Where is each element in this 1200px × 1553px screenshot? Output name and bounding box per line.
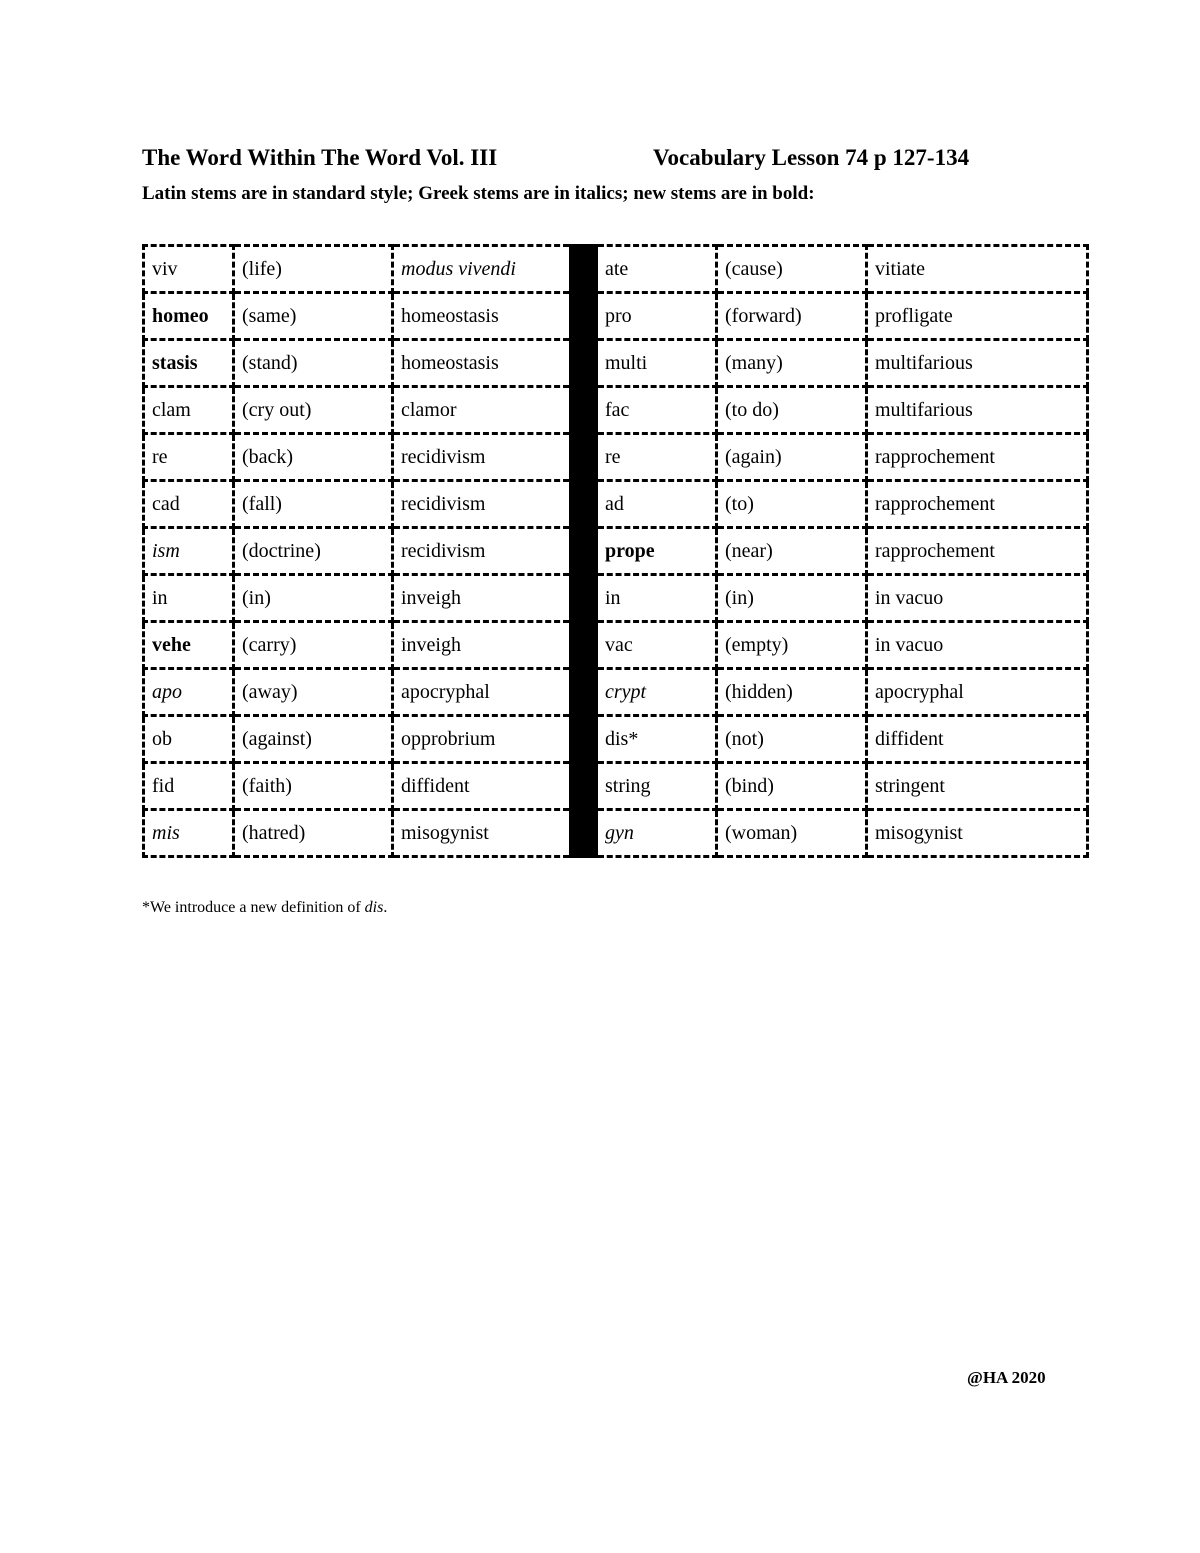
stem-cell: string: [597, 763, 717, 810]
example-word-cell: rapprochement: [867, 434, 1088, 481]
stem-cell: prope: [597, 528, 717, 575]
stem-cell: vac: [597, 622, 717, 669]
example-word-cell: homeostasis: [393, 293, 571, 340]
stem-cell: vehe: [144, 622, 234, 669]
stem-cell: re: [597, 434, 717, 481]
table-row: [144, 528, 1088, 575]
example-word-cell: diffident: [393, 763, 571, 810]
example-word-cell: inveigh: [393, 575, 571, 622]
meaning-cell: (against): [234, 716, 393, 763]
meaning-cell: (to): [717, 481, 867, 528]
stem-cell: re: [144, 434, 234, 481]
meaning-cell: (hidden): [717, 669, 867, 716]
stem-cell: crypt: [597, 669, 717, 716]
example-word-cell: recidivism: [393, 434, 571, 481]
meaning-cell: (near): [717, 528, 867, 575]
example-word-cell: rapprochement: [867, 481, 1088, 528]
example-word-cell: in vacuo: [867, 575, 1088, 622]
meaning-cell: (stand): [234, 340, 393, 387]
example-word-cell: inveigh: [393, 622, 571, 669]
table-row: [144, 763, 1088, 810]
meaning-cell: (empty): [717, 622, 867, 669]
meaning-cell: (cause): [717, 246, 867, 293]
stem-cell: ad: [597, 481, 717, 528]
table-row: [144, 293, 1088, 340]
stem-cell: ate: [597, 246, 717, 293]
stem-cell: ob: [144, 716, 234, 763]
stem-cell: dis*: [597, 716, 717, 763]
stem-cell: homeo: [144, 293, 234, 340]
example-word-cell: apocryphal: [867, 669, 1088, 716]
example-word-cell: apocryphal: [393, 669, 571, 716]
stem-cell: viv: [144, 246, 234, 293]
copyright-notice: @HA 2020: [967, 1368, 1046, 1387]
meaning-cell: (cry out): [234, 387, 393, 434]
meaning-cell: (in): [234, 575, 393, 622]
meaning-cell: (hatred): [234, 810, 393, 857]
example-word-cell: vitiate: [867, 246, 1088, 293]
example-word-cell: recidivism: [393, 528, 571, 575]
footnote: [142, 899, 387, 917]
stem-cell: mis: [144, 810, 234, 857]
example-word-cell: multifarious: [867, 340, 1088, 387]
footnote-text: *We introduce a new definition of: [142, 899, 365, 916]
meaning-cell: (in): [717, 575, 867, 622]
table-row: [144, 481, 1088, 528]
stem-cell: cad: [144, 481, 234, 528]
stem-cell: gyn: [597, 810, 717, 857]
meaning-cell: (woman): [717, 810, 867, 857]
meaning-cell: (life): [234, 246, 393, 293]
meaning-cell: (same): [234, 293, 393, 340]
column-divider: [571, 246, 597, 857]
meaning-cell: (back): [234, 434, 393, 481]
example-word-cell: recidivism: [393, 481, 571, 528]
stem-cell: fac: [597, 387, 717, 434]
meaning-cell: (many): [717, 340, 867, 387]
example-word-cell: in vacuo: [867, 622, 1088, 669]
footnote-term: dis: [364, 899, 384, 916]
table-row: [144, 246, 1088, 293]
stem-cell: in: [144, 575, 234, 622]
stem-cell: fid: [144, 763, 234, 810]
meaning-cell: (fall): [234, 481, 393, 528]
example-word-cell: diffident: [867, 716, 1088, 763]
table-row: [144, 387, 1088, 434]
meaning-cell: (to do): [717, 387, 867, 434]
example-word-cell: multifarious: [867, 387, 1088, 434]
meaning-cell: (again): [717, 434, 867, 481]
example-word-cell: stringent: [867, 763, 1088, 810]
stem-cell: stasis: [144, 340, 234, 387]
example-word-cell: modus vivendi: [393, 246, 571, 293]
meaning-cell: (faith): [234, 763, 393, 810]
stem-cell: in: [597, 575, 717, 622]
example-word-cell: opprobrium: [393, 716, 571, 763]
example-word-cell: misogynist: [867, 810, 1088, 857]
legend-subtitle: Latin stems are in standard style; Greek stems are in italics; new stems are in bold:: [142, 183, 815, 204]
stem-cell: ism: [144, 528, 234, 575]
table-row: [144, 669, 1088, 716]
example-word-cell: clamor: [393, 387, 571, 434]
meaning-cell: (doctrine): [234, 528, 393, 575]
stem-cell: pro: [597, 293, 717, 340]
example-word-cell: rapprochement: [867, 528, 1088, 575]
meaning-cell: (bind): [717, 763, 867, 810]
meaning-cell: (not): [717, 716, 867, 763]
table-row: [144, 575, 1088, 622]
example-word-cell: misogynist: [393, 810, 571, 857]
table-row: [144, 716, 1088, 763]
page-title: The Word Within The Word Vol. III: [142, 145, 498, 170]
vocabulary-table: [142, 244, 1089, 858]
stem-cell: multi: [597, 340, 717, 387]
table-row: [144, 810, 1088, 857]
footnote-end: .: [383, 899, 388, 916]
meaning-cell: (carry): [234, 622, 393, 669]
example-word-cell: homeostasis: [393, 340, 571, 387]
lesson-title: Vocabulary Lesson 74 p 127-134: [653, 145, 970, 170]
example-word-cell: profligate: [867, 293, 1088, 340]
meaning-cell: (away): [234, 669, 393, 716]
table-row: [144, 340, 1088, 387]
stem-cell: apo: [144, 669, 234, 716]
stem-cell: clam: [144, 387, 234, 434]
meaning-cell: (forward): [717, 293, 867, 340]
table-row: [144, 434, 1088, 481]
table-row: [144, 622, 1088, 669]
